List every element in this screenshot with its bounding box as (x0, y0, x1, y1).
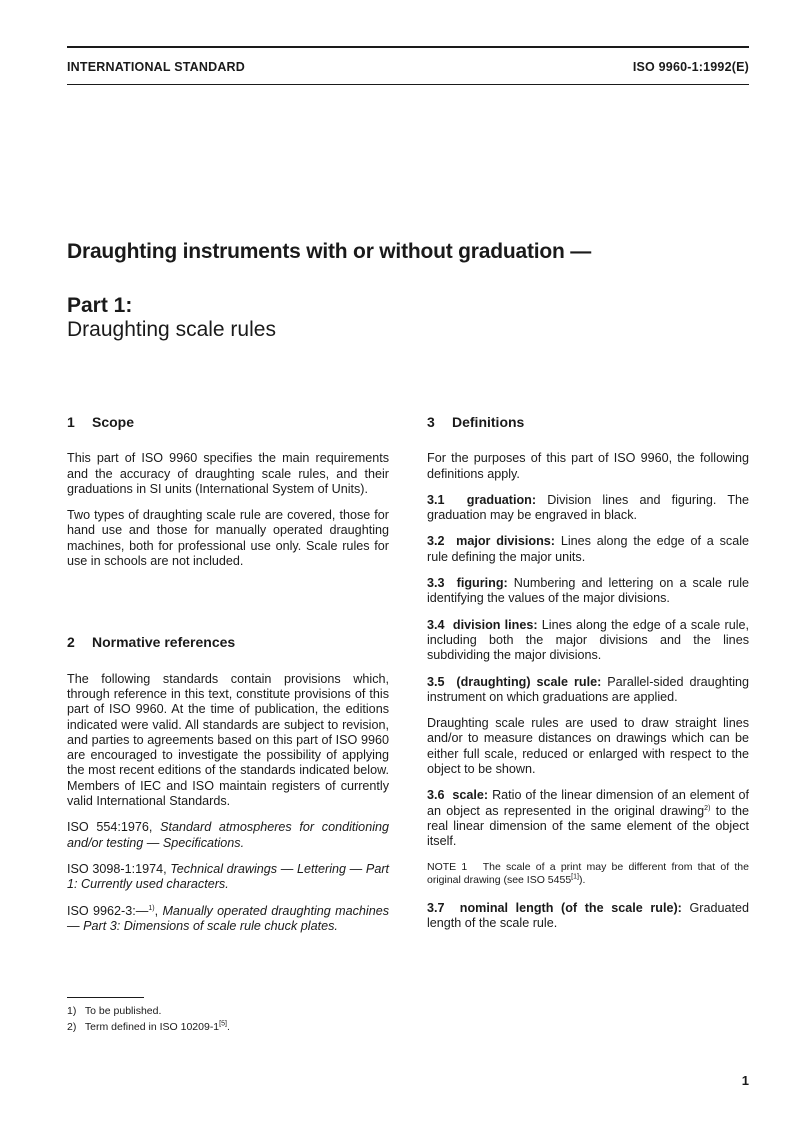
left-column (67, 415, 389, 934)
note-1: NOTE 1 The scale of a print may be different from that of the original drawing (see ISO 5455[1]). (427, 860, 749, 886)
header-bottom-rule (67, 84, 749, 85)
definition-3-2: 3.2 major divisions: Lines along the edge of a scale rule defining the major units. (427, 534, 750, 564)
normative-intro-paragraph: The following standards contain provisions which, through reference in this text, constitute provisions of this part of ISO 9960. At the time of publication, the editions indicated were valid. All standards are subject to revision, and parties to agreements based on this part of ISO 9960 are encouraged to investigate the possibility of applying the most recent editions of the standards indicated below. Members of IEC and ISO maintain registers of currently valid International Standards. (67, 671, 389, 809)
definition-3-4: 3.4 division lines: Lines along the edge of a scale rule, including both the major divisions and the lines subdividing the major divisions. (427, 617, 749, 663)
section-heading-definitions: 3 Definitions (427, 414, 525, 430)
footnote-separator (67, 997, 144, 998)
reference-iso-9962-3: ISO 9962-3:—$^{1)}$, Manually operated draughting machines — Part 3: Dimensions of scale rule chuck plates. (67, 903, 389, 933)
part-label: Part 1: (67, 294, 133, 317)
header-standard-number: ISO 9960-1:1992(E) (632, 60, 749, 74)
footnote-marker: 2) (704, 804, 711, 812)
document-subtitle: Draughting scale rules (67, 318, 276, 341)
header-standard-type: INTERNATIONAL STANDARD (67, 60, 246, 74)
bibliography-reference: [5] (219, 1020, 227, 1028)
reference-iso-554: ISO 554:1976, Standard atmospheres for conditioning and/or testing — Specifications. (67, 820, 389, 850)
definition-3-1: 3.1 graduation: Division lines and figuring. The graduation may be engraved in black. (427, 492, 750, 523)
document-title: Draughting instruments with or without graduation — (67, 240, 592, 263)
definition-3-6: 3.6 scale: Ratio of the linear dimension of an element of an object as represented in the original drawing$^{2)}$ to the real linear dimension of the same element of the object itself. (427, 788, 750, 849)
footnote-1: 1) To be published. (67, 1005, 162, 1017)
definition-3-5: 3.5 (draughting) scale rule: Parallel-sided draughting instrument on which graduations are applied. (427, 674, 750, 704)
section-heading-scope: 1 Scope (67, 414, 135, 430)
scope-paragraph-2: Two types of draughting scale rule are covered, those for hand use and those for manually operated draughting machines, both for professional use only. Scale rules for use in schools are not included. (67, 508, 389, 569)
footnote-marker: 1) (148, 904, 155, 912)
page-number: 1 (741, 1073, 749, 1088)
right-column (427, 415, 749, 931)
bibliography-reference: [1] (571, 873, 579, 881)
scope-paragraph-1: This part of ISO 9960 specifies the main requirements and the accuracy of draughting scale rules, and their graduations in SI units (International System of Units). (67, 451, 389, 496)
definition-3-5-paragraph: Draughting scale rules are used to draw straight lines and/or to measure distances on drawings which can be either full scale, reduced or enlarged with respect to the object to be shown. (427, 716, 749, 777)
section-heading-normative-references: 2 Normative references (67, 634, 236, 651)
reference-iso-3098-1: ISO 3098-1:1974, Technical drawings — Lettering — Part 1: Currently used characters. (67, 861, 390, 892)
footnote-2: 2) Term defined in ISO 10209-1[5]. (67, 1020, 230, 1033)
definition-3-3: 3.3 figuring: Numbering and lettering on a scale rule identifying the values of the major divisions. (427, 576, 750, 606)
header-top-rule (67, 46, 749, 48)
definitions-intro: For the purposes of this part of ISO 9960, the following definitions apply. (427, 451, 749, 481)
definition-3-7: 3.7 nominal length (of the scale rule): Graduated length of the scale rule. (427, 900, 749, 930)
